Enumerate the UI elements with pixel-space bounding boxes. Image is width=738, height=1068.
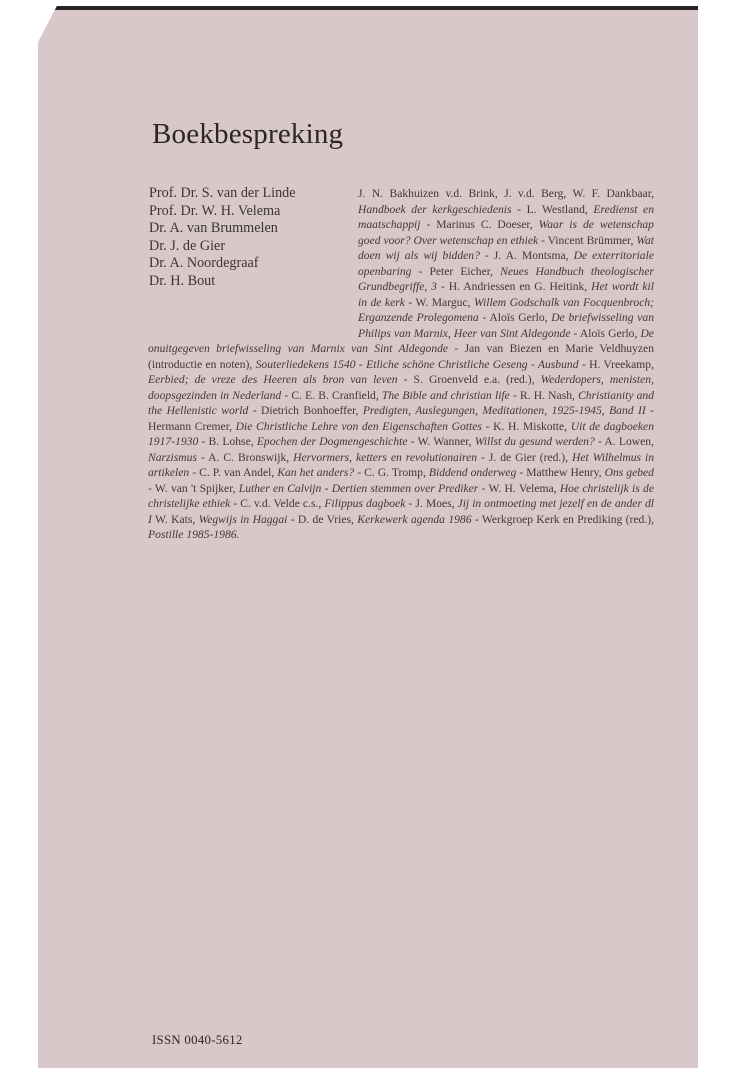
book-title: Postille 1985-1986. <box>148 528 240 541</box>
book-author: - W. H. Velema, <box>478 481 560 495</box>
book-title: Uit de dagboeken 1917-1930 <box>148 419 655 448</box>
book-author: W. Kats, <box>151 512 199 526</box>
book-author: - W. van 't Spijker, <box>148 481 239 495</box>
book-author: - Werkgroep Kerk en Prediking (red.), <box>471 512 654 526</box>
book-author: - Matthew Henry, <box>516 466 605 479</box>
author-name: Prof. Dr. W. H. Velema <box>149 202 281 219</box>
book-author: - Aloïs Gerlo, <box>478 311 552 324</box>
author-name: Dr. A. van Brummelen <box>149 220 278 237</box>
book-title: Christianity and the Hellenistic world <box>148 388 655 417</box>
issn-number: ISSN 0040-5612 <box>152 1033 243 1047</box>
book-title: Jij in ontmoeting met jezelf en de ander dl I <box>148 497 655 526</box>
book-title: Luther en Calvijn - Dertien stemmen over Prediker <box>238 481 479 495</box>
book-title: Predigten, Auslegungen, Meditationen, 1925-1945, Band II <box>362 404 646 417</box>
book-author: - A. C. Bronswijk, <box>196 450 294 464</box>
author-name: Dr. H. Bout <box>149 272 216 289</box>
book-author: - J. Moes, <box>405 497 458 510</box>
book-author: - R. H. Nash, <box>509 388 579 402</box>
book-author: - W. Wanner, <box>407 435 475 448</box>
book-title: Kan het anders? <box>277 466 355 479</box>
book-author: - H. Vreekamp, <box>578 357 654 371</box>
book-title: Eredienst en maatschappij <box>358 202 654 231</box>
book-author: - Peter Eicher, <box>411 264 501 278</box>
book-author: - K. H. Miskotte, <box>481 419 571 433</box>
book-title: Epochen der Dogmengeschichte <box>256 435 408 448</box>
book-author: - J. A. Montsma, <box>479 249 574 262</box>
author-name: Dr. A. Noordegraaf <box>149 255 259 272</box>
book-title: Waar is de wetenschap goed voor? Over wetenschap en ethiek <box>358 218 654 247</box>
book-title: Biddend onderweg <box>428 466 517 479</box>
book-author: - J. de Gier (red.), <box>477 450 573 464</box>
book-author: - Aloïs Gerlo, <box>570 326 641 340</box>
book-author: - C. E. B. Cranfield, <box>281 388 382 402</box>
book-title: The Bible and christian life <box>381 388 510 402</box>
book-title: Het Wilhelmus in artikelen <box>148 450 655 479</box>
book-title: De briefwisseling van Philips van Marnix, Heer van Sint Aldegonde <box>358 311 655 340</box>
book-author: - L. Westland, <box>511 202 594 216</box>
book-title: Het wordt kil in de kerk <box>358 280 654 309</box>
author-name: Prof. Dr. S. van der Linde <box>149 185 296 201</box>
book-author: J. N. Bakhuizen v.d. Brink, J. v.d. Berg, W. F. Dankbaar, <box>358 187 654 200</box>
book-title: Willst du gesund werden? <box>474 435 595 448</box>
book-title: Filippus dagboek <box>324 497 406 510</box>
book-title: Souterliedekens 1540 - Etliche schöne Christliche Geseng - Ausbund <box>255 357 579 371</box>
book-title: Wat doen wij als wij bidden? <box>358 233 654 262</box>
book-title: Wegwijs in Haggai <box>198 512 288 526</box>
book-author: - S. Groenveld e.a. (red.), <box>397 373 541 386</box>
book-title: Handboek der kerkgeschiedenis <box>358 202 512 216</box>
reviewed-books-list <box>148 186 654 543</box>
book-title: Willem Godschalk van Focquenbroch; Erganzende Prolegomena <box>358 295 654 324</box>
book-author: - C. G. Tromp, <box>354 466 429 479</box>
book-title: Ons gebed <box>604 466 654 479</box>
author-name: Dr. J. de Gier <box>149 237 226 254</box>
book-author: - Jan van Biezen en Marie Veldhuyzen (introductie en noten), <box>148 342 654 371</box>
book-author: - H. Andriessen en G. Heitink, <box>436 280 592 293</box>
book-author: - W. Marguc, <box>404 295 474 309</box>
book-title: Hoe christelijk is de christelijke ethiek <box>148 481 654 510</box>
torn-corner <box>38 0 60 42</box>
book-author: - C. P. van Andel, <box>189 466 278 479</box>
page-title: Boekbespreking <box>152 118 344 150</box>
book-title: Wederdopers, menisten, doopsgezinden in Nederland <box>148 373 654 402</box>
book-author: - C. v.d. Velde c.s., <box>230 497 325 510</box>
book-author: - B. Lohse, <box>198 435 257 448</box>
book-title: Hervormers, ketters en revolutionairen <box>293 450 478 464</box>
book-title: Kerkewerk agenda 1986 <box>357 512 472 526</box>
book-title: Narzismus <box>148 450 197 464</box>
book-author: - A. Lowen, <box>594 435 655 448</box>
book-title: Neues Handbuch theologischer Grundbegriffe, 3 <box>358 264 654 293</box>
book-author: - Marinus C. Doeser, <box>420 218 539 231</box>
book-author: - Hermann Cremer, <box>148 404 654 433</box>
book-author: - Vincent Brümmer, <box>538 233 637 247</box>
book-title: De onuitgegeven briefwisseling van Marnix van Sint Aldegonde <box>148 326 654 355</box>
book-author: - D. de Vries, <box>287 512 358 526</box>
book-title: De exterritoriale openbaring <box>358 249 654 278</box>
book-title: Die Christliche Lehre von den Eigenschaften Gottes <box>235 419 482 433</box>
book-title: Eerbied; de vreze des Heeren als bron van leven <box>148 373 398 386</box>
book-author: - Dietrich Bonhoeffer, <box>248 404 363 417</box>
author-column-spacer <box>148 186 358 326</box>
